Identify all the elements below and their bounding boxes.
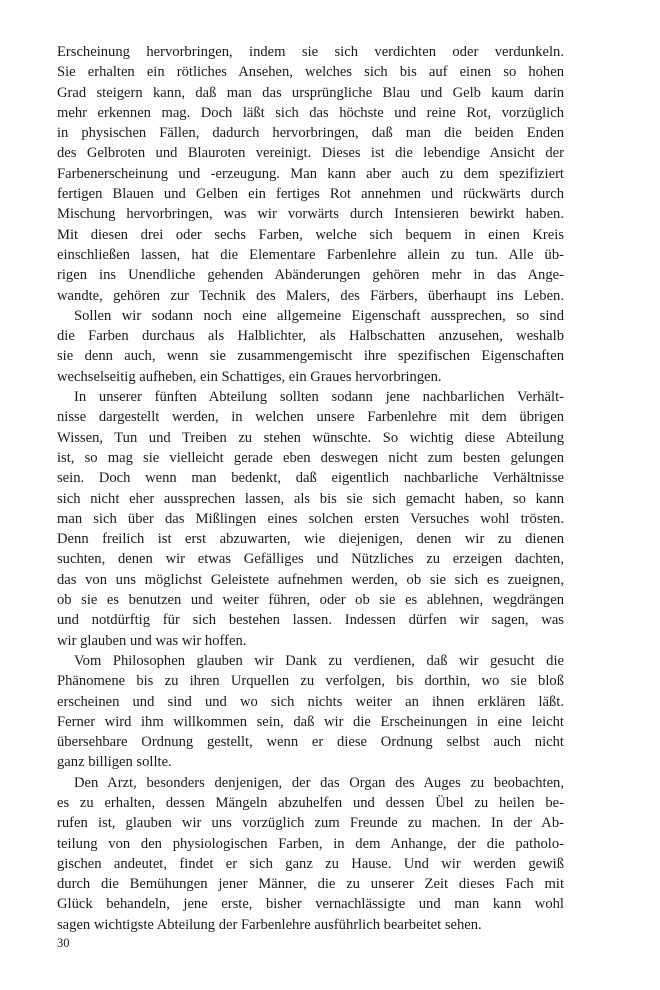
text-line: fertigen Blauen und Gelben ein fertiges Rot annehmen und rückwärts durch (57, 186, 564, 203)
text-line: wandte, gehören zur Technik des Malers, des Färbers, überhaupt ins Leben. (57, 287, 564, 304)
paragraph (57, 42, 564, 306)
text-line: sich nicht eher aussprechen lassen, als bis sie sich gemacht haben, so kann (57, 490, 564, 507)
text-line: ist, so mag sie vielleicht gerade eben deswegen nicht zum besten gelungen (57, 449, 564, 466)
text-line: wir glauben und was wir hoffen. (57, 632, 247, 649)
text-line: wechselseitig aufheben, ein Schattiges, ein Graues hervorbringen. (57, 368, 442, 385)
text-line: Den Arzt, besonders denjenigen, der das Organ des Auges zu beobachten, (74, 774, 564, 791)
text-line: man sich über das Mißlingen eines solchen ersten Versuches wohl trösten. (57, 510, 564, 527)
text-line: Ferner wird ihm willkommen sein, daß wir die Erscheinungen in eine leicht (57, 713, 564, 730)
text-line: teilung von den physiologischen Farben, in dem Anhange, der die patholo- (57, 835, 564, 852)
text-line: sein. Doch wenn man bedenkt, daß eigentlich nachbarliche Verhältnisse (57, 470, 564, 487)
text-line: Mischung hervorbringen, was wir vorwärts durch Intensieren bewirkt haben. (57, 206, 564, 223)
text-line: sie denn auch, wenn sie zusammengemischt ihre spezifischen Eigenschaften (57, 348, 564, 365)
text-line: es zu erhalten, dessen Mängeln abzuhelfen und dessen Übel zu heilen be- (57, 794, 564, 811)
page-number: 30 (57, 936, 70, 950)
text-line: durch die Bemühungen jener Männer, die zu unserer Zeit dieses Fach mit (57, 876, 564, 893)
paragraph (57, 773, 564, 935)
text-line: Farbenerscheinung und -erzeugung. Man kann aber auch zu dem spezifiziert (57, 165, 564, 182)
text-line: Glück behandeln, jene erste, bisher vernachlässigte und man kann wohl (57, 896, 564, 913)
text-line: das von uns möglichst Geleistete aufnehmen werden, ob sie sich es zueignen, (57, 571, 564, 588)
text-line: Sie erhalten ein rötliches Ansehen, welches sich bis auf einen so hohen (57, 64, 564, 81)
text-line: ob sie es benutzen und weiter führen, oder ob sie es ablehnen, wegdrängen (57, 592, 564, 609)
text-line: Phänomene bis zu ihren Urquellen zu verfolgen, bis dorthin, wo sie bloß (57, 673, 564, 690)
text-line: gischen andeutet, findet er sich ganz zu Hause. Und wir werden gewiß (57, 855, 564, 872)
text-line: In unserer fünften Abteilung sollten sodann jene nachbarlichen Verhält- (74, 389, 564, 406)
text-line: ganz billigen sollte. (57, 754, 172, 771)
text-line: sagen wichtigste Abteilung der Farbenlehre ausführlich bearbeitet sehen. (57, 916, 482, 933)
text-line: Denn freilich ist erst abzuwarten, wie diejenigen, denen wir zu dienen (57, 531, 564, 548)
text-line: Wissen, Tun und Treiben zu stehen wünschte. So wichtig diese Abteilung (57, 429, 564, 446)
text-line: rigen ins Unendliche gehenden Abänderungen gehören mehr in das Ange- (57, 267, 564, 284)
text-line: die Farben durchaus als Halblichter, als Halbschatten anzusehen, weshalb (57, 328, 564, 345)
text-line: des Gelbroten und Blauroten vereinigt. Dieses ist die lebendige Ansicht der (57, 145, 564, 162)
paragraph (57, 651, 564, 773)
text-line: mehr erkennen mag. Doch läßt sich das höchste und reine Rot, vorzüglich (57, 104, 564, 121)
page-body (57, 42, 564, 935)
text-line: Grad steigern kann, daß man das ursprüngliche Blau und Gelb kaum darin (57, 84, 564, 101)
text-line: Vom Philosophen glauben wir Dank zu verdienen, daß wir gesucht die (74, 652, 564, 669)
paragraph (57, 306, 564, 387)
text-line: einschließen lassen, hat die Elementare Farbenlehre allein zu tun. Alle üb- (57, 246, 564, 263)
text-line: Mit diesen drei oder sechs Farben, welche sich bequem in einen Kreis (57, 226, 564, 243)
text-line: erscheinen und sind und wo sich nichts weiter an ihnen erklären läßt. (57, 693, 564, 710)
text-line: in physischen Fällen, dadurch hervorbringen, daß man die beiden Enden (57, 125, 564, 142)
text-line: und notdürftig für sich bestehen lassen. Indessen dürfen wir sagen, was (57, 612, 564, 629)
text-line: nisse dargestellt werden, in welchen unsere Farbenlehre mit dem übrigen (57, 409, 564, 426)
text-line: Erscheinung hervorbringen, indem sie sich verdichten oder verdunkeln. (57, 44, 564, 60)
text-line: suchten, denen wir etwas Gefälliges und Nützliches zu erzeigen dachten, (57, 551, 564, 568)
text-line: übersehbare Ordnung gestellt, wenn er diese Ordnung selbst auch nicht (57, 734, 564, 751)
paragraph (57, 387, 564, 651)
text-line: rufen ist, glauben wir uns vorzüglich zum Freunde zu machen. In der Ab- (57, 815, 564, 832)
text-line: Sollen wir sodann noch eine allgemeine Eigenschaft aussprechen, so sind (74, 307, 564, 324)
